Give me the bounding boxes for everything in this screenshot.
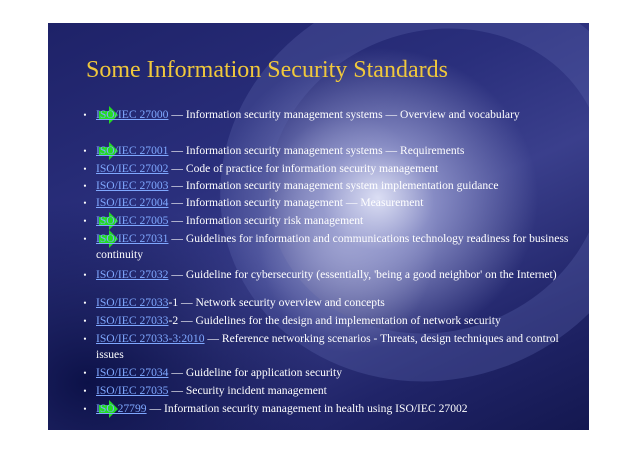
standard-link[interactable]: ISO/IEC 27003 [96,179,169,192]
list-item [96,331,576,363]
standard-description: — Code of practice for information security management [168,162,439,175]
bullet: • [83,181,87,191]
bullet: • [83,234,87,244]
list-item [96,365,576,381]
bullet: • [83,216,87,226]
standard-description: — Information security management systems — Overview and vocabulary [168,108,520,121]
standard-link[interactable]: ISO/IEC 27033 [96,296,169,309]
bullet: • [83,316,87,326]
bullet: • [83,110,87,120]
list-item [96,161,576,177]
standard-description: — Guideline for application security [168,366,343,379]
bullet: • [83,298,87,308]
bullet: • [83,404,87,414]
standard-link[interactable]: ISO/IEC 27035 [96,384,169,397]
bullet: • [83,164,87,174]
standard-link[interactable]: ISO/IEC 27033 [96,314,169,327]
list-item [96,178,576,194]
list-item [96,295,576,311]
bullet: • [83,334,87,344]
standard-description: -1 — Network security overview and concepts [168,296,385,309]
standard-link[interactable]: ISO/IEC 27034 [96,366,169,379]
bullet: • [83,386,87,396]
standard-link[interactable]: ISO/IEC 27033-3:2010 [96,332,205,345]
standard-link[interactable]: ISO/IEC 27004 [96,196,169,209]
list-item [96,143,576,159]
list-item [96,107,576,123]
list-item [96,267,576,283]
bullet: • [83,198,87,208]
slide [48,23,589,430]
standard-link[interactable]: ISO/IEC 27032 [96,268,169,281]
standard-description: — Security incident management [168,384,327,397]
standard-link[interactable]: ISO/IEC 27001 [96,144,169,157]
slide-title: Some Information Security Standards [86,57,448,83]
standard-description: -2 — Guidelines for the design and implementation of network security [168,314,501,327]
list-item [96,313,576,329]
bullet: • [83,368,87,378]
list-item [96,383,576,399]
standard-description: — Reference networking scenarios - Threats, design techniques and control issues [96,332,559,361]
standard-description: — Information security management in health using ISO/IEC 27002 [146,402,468,415]
list-item [96,213,576,229]
list-item [96,401,576,417]
standard-description: — Information security management — Measurement [168,196,424,209]
list-item [96,195,576,211]
standard-link[interactable]: ISO/IEC 27005 [96,214,169,227]
standard-link[interactable]: ISO/IEC 27031 [96,232,169,245]
standard-description: — Information security management systems — Requirements [168,144,465,157]
standard-description: — Guideline for cybersecurity (essentially, 'being a good neighbor' on the Internet) [168,268,557,281]
list-item [96,231,576,263]
standard-link[interactable]: ISO/IEC 27002 [96,162,169,175]
bullet: • [83,270,87,280]
standard-link[interactable]: ISO 27799 [96,402,147,415]
standard-link[interactable]: ISO/IEC 27000 [96,108,169,121]
standard-description: — Information security management system implementation guidance [168,179,499,192]
bullet: • [83,146,87,156]
standard-description: — Information security risk management [168,214,364,227]
standard-description: — Guidelines for information and communications technology readiness for business continuity [96,232,569,261]
